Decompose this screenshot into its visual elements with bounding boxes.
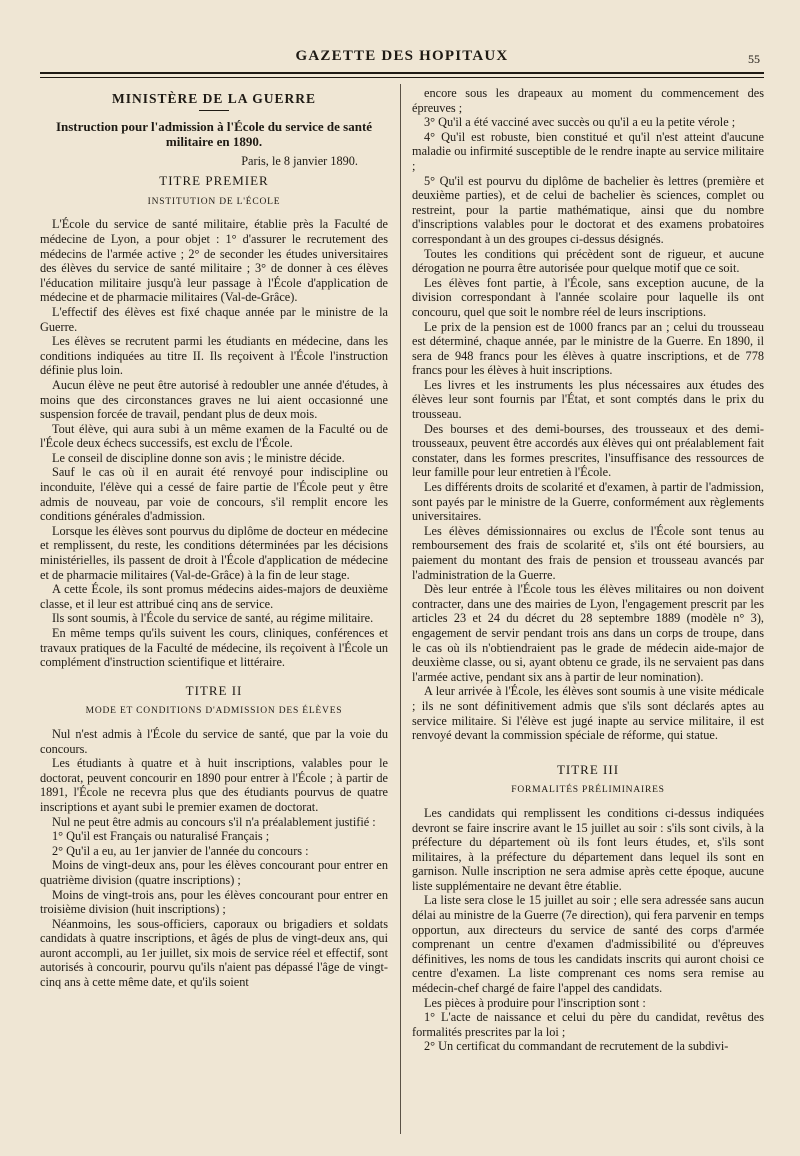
paragraph: Les élèves se recrutent parmi les étudiants en médecine, dans les conditions indiquées au titre II. Ils reçoivent à l'École l'instruction définie plus loin. [40,334,388,378]
left-paragraphs-2 [40,727,388,990]
paragraph: Sauf le cas où il en aurait été renvoyé pour indiscipline ou inconduite, l'élève qui a cessé de faire partie de l'École peut y être admis de nouveau, par voie de concours, s'il remplit encore les conditions générales d'admission. [40,465,388,524]
heading-rule [199,110,229,111]
left-column [40,86,388,990]
paragraph: Moins de vingt-trois ans, pour les élèves concourant pour entrer en troisième division (huit inscriptions) ; [40,887,388,917]
paragraph: Tout élève, qui aura subi à un même examen de la Faculté ou de l'École deux échecs successifs, est exclu de l'École. [40,421,388,451]
left-paragraphs-1 [40,217,388,669]
paragraph: Nul ne peut être admis au concours s'il n'a préalablement justifié : [52,814,376,829]
instruction-title: Instruction pour l'admission à l'École du service de santé militaire en 1890. [55,118,373,150]
paragraph: 5° Qu'il est pourvu du diplôme de bachelier ès lettres (première et deuxième parties), et de celui de bachelier ès sciences, complet ou restreint, pour la partie mathématique, ainsi que du nombre d'inscriptions valables pour le doctorat et des examens probatoires correspondant à un des groupes ci-dessus désignés. [412,173,764,246]
titre-premier: TITRE PREMIER [159,173,269,189]
paragraph: 1° Qu'il est Français ou naturalisé Français ; [52,829,270,844]
paragraph: Néanmoins, les sous-officiers, caporaux ou brigadiers et soldats candidats à quatre inscriptions, et âgés de plus de vingt-deux ans, qui auront accompli, au 1er juillet, six mois de service réel et effectif, sont autorisés à concourir, pourvu qu'ils n'aient pas dépassé l'âge de vingt-cinq ans à cette même date, et qu'ils soient [40,916,388,990]
paragraph: 2° Un certificat du commandant de recrutement de la subdivi- [424,1039,729,1054]
paragraph: 2° Qu'il a eu, au 1er janvier de l'année du concours : [52,843,309,858]
paragraph: Toutes les conditions qui précèdent sont de rigueur, et aucune dérogation ne pourra être autorisée pour quelque motif que ce soit. [412,246,764,276]
titre-iii: TITRE III [556,761,620,777]
paragraph: Ils sont soumis, à l'École du service de santé, au régime militaire. [52,611,374,626]
page-number: 55 [748,52,760,66]
paragraph: Les candidats qui remplissent les conditions ci-dessus indiquées devront se faire inscrire avant le 15 juillet au soir : s'ils sont civils, à la préfecture du département où ils font leurs études, et, s'ils sont militaires, à la préfecture du département dans lequel ils sont en garnison. Nulle inscription ne sera admise après cette époque, aucune liste supplémentaire ne devant être établie. [412,805,764,893]
dateline: Paris, le 8 janvier 1890. [241,153,358,168]
paragraph: La liste sera close le 15 juillet au soir ; elle sera adressée sans aucun délai au ministre de la Guerre (7e direction), qui fera parvenir en temps opportun, aux directeurs du service de santé des corps d'armée comprenant un centre d'examen d'admissibilité ou d'épreuves définitives, les noms de tous les candidats inscrits qui auront choisi ce centre d'examen. La liste comprenant ces noms sera remise au médecin-chef chargé de faire l'appel des candidats. [412,893,764,996]
titre-ii: TITRE II [185,682,243,698]
paragraph: 3° Qu'il a été vacciné avec succès ou qu'il a eu la petite vérole ; [424,115,736,130]
titre-ii-subtitle: MODE ET CONDITIONS D'ADMISSION DES ÉLÈVES [85,706,343,717]
paragraph: Les élèves démissionnaires ou exclus de l'École sont tenus au remboursement des frais de scolarité et, s'ils ont été boursiers, au paiement du montant des frais de pension et trousseau avancés par l'administration de la Guerre. [412,523,764,582]
paragraph: Les pièces à produire pour l'inscription sont : [424,995,646,1010]
paragraph: L'École du service de santé militaire, établie près la Faculté de médecine de Lyon, a pour objet : 1° d'assurer le recrutement des médecins de l'armée active ; 2° de seconder les études universitaires des élèves du service de santé militaire ; 3° de donner à ces élèves l'éducation militaire jusqu'à leur passage à l'École d'application de médecine et de pharmacie militaires (Val-de-Grâce). [40,217,388,305]
paragraph: Lorsque les élèves sont pourvus du diplôme de docteur en médecine et remplissent, du reste, les conditions déterminées par les décisions ministérielles, ils passent de droit à l'École d'application de médecine et de pharmacie militaires (Val-de-Grâce) à la fin de leur stage. [40,523,388,582]
titre-premier-subtitle: INSTITUTION DE L'ÉCOLE [147,196,281,207]
right-column [412,86,764,1054]
header-rule-thin [40,77,764,78]
paragraph: L'effectif des élèves est fixé chaque année par le ministre de la Guerre. [40,304,388,334]
paragraph: Les différents droits de scolarité et d'examen, à partir de l'admission, sont payés par le ministre de la Guerre, conformément aux règlements universitaires. [412,480,764,524]
page-header [40,40,764,80]
paragraph: 4° Qu'il est robuste, bien constitué et qu'il n'est atteint d'aucune maladie ou infirmité susceptible de le rendre inapte au service militaire ; [412,129,764,173]
paragraph: Aucun élève ne peut être autorisé à redoubler une année d'études, à moins que des circonstances graves ne lui aient occasionné une suspension forcée de travail, pendant plus de deux mois. [40,377,388,422]
running-title: GAZETTE DES HOPITAUX [295,48,509,64]
paragraph: Le conseil de discipline donne son avis ; le ministre décide. [52,450,345,465]
paragraph: Des bourses et des demi-bourses, des trousseaux et des demi-trousseaux, peuvent être accordés aux élèves qui ont préalablement fait constater, dans les formes prescrites, l'insuffisance des ressources de leur famille pour leur entretien à l'École. [412,421,764,480]
paragraph: Les livres et les instruments les plus nécessaires aux études des élèves leur sont fournis par l'État, et sont comptés dans le prix du trousseau. [412,377,764,422]
paragraph: A leur arrivée à l'École, les élèves sont soumis à une visite médicale ; ils ne sont définitivement admis que s'ils sont déclarés aptes au service militaire. Si l'élève est jugé inapte au service militaire, il est renvoyé devant la commission spéciale de réforme, qui statue. [412,684,764,743]
right-paragraphs-2 [412,806,764,1054]
titre-iii-subtitle: FORMALITÉS PRÉLIMINAIRES [511,785,665,796]
paragraph: encore sous les drapeaux au moment du commencement des épreuves ; [412,86,764,115]
paragraph: Les élèves font partie, à l'École, sans exception aucune, de la division correspondant à l'année scolaire pour laquelle ils ont concouru, quel que soit le nombre réel de leurs inscriptions. [412,275,764,319]
right-paragraphs-1 [412,86,764,743]
paragraph: Moins de vingt-deux ans, pour les élèves concourant pour entrer en quatrième division (quatre inscriptions) ; [40,858,388,887]
paragraph: Dès leur entrée à l'École tous les élèves militaires ou non doivent contracter, dans une des mairies de Lyon, l'engagement prescrit par les articles 23 et 24 du décret du 28 septembre 1889 (modèle n° 3), engagement de servir pendant trois ans dans un corps de troupe, dans le cas où ils n'obtiendraient pas le grade de médecin aide-major de deuxième classe, ou si, ayant obtenu ce grade, ils ne servaient pas dans l'armée active, pendant six ans à partir de leur nomination). [412,582,764,684]
paragraph: Les étudiants à quatre et à huit inscriptions, valables pour le doctorat, peuvent concourir en 1890 pour entrer à l'École ; à partir de 1891, l'École ne recevra plus que des étudiants pourvus de quatre inscriptions et ayant subi le premier examen de doctorat. [40,756,388,814]
paragraph: En même temps qu'ils suivent les cours, cliniques, conférences et travaux pratiques de la Faculté de médecine, ils reçoivent à l'École un complément d'instruction scientifique et littéraire. [40,626,388,670]
paragraph: 1° L'acte de naissance et celui du père du candidat, revêtus des formalités prescrites par la loi ; [412,1010,764,1039]
paragraph: A cette École, ils sont promus médecins aides-majors de deuxième classe, et il leur est attribué cinq ans de service. [40,582,388,611]
header-rule-thick [40,72,764,74]
paragraph: Nul n'est admis à l'École du service de santé, que par la voie du concours. [40,726,388,756]
section-heading: MINISTÈRE DE LA GUERRE [112,91,316,106]
paragraph: Le prix de la pension est de 1000 francs par an ; celui du trousseau est déterminé, chaque année, par le ministre de la Guerre. En 1890, il sera de 948 francs pour les élèves à quatre inscriptions, et de 778 francs pour les élèves à huit inscriptions. [412,319,764,378]
column-divider [400,84,401,1134]
